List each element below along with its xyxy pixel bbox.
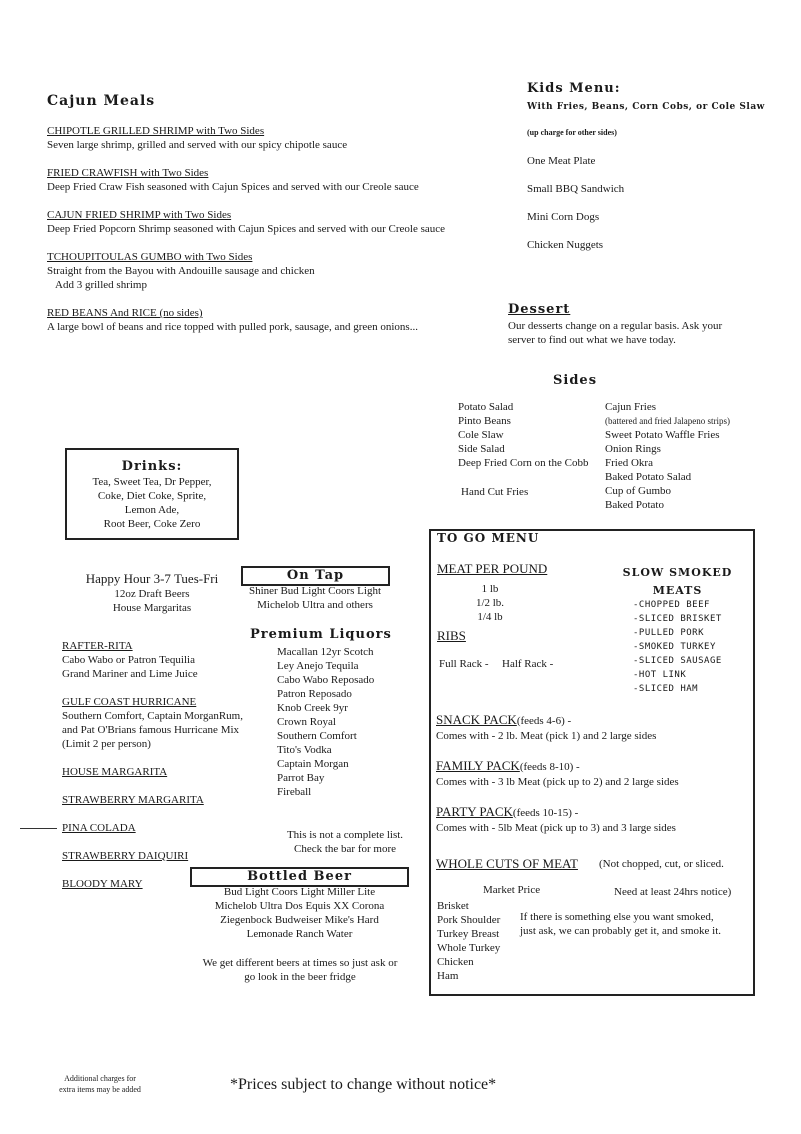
- cocktail-name: HOUSE MARGARITA: [62, 766, 168, 778]
- whole-cuts-heading: WHOLE CUTS OF MEAT: [436, 856, 578, 871]
- list-item: Fried Okra: [605, 457, 653, 469]
- cocktails-list: [62, 639, 262, 891]
- cajun-meals-list: [47, 124, 507, 334]
- pack-name: FAMILY PACK: [436, 758, 520, 773]
- custom-note-line: If there is something else you want smoked,: [520, 911, 714, 923]
- dessert-line: Our desserts change on a regular basis. Ask your: [508, 320, 723, 332]
- list-item: One Meat Plate: [527, 155, 596, 167]
- list-item: Cole Slaw: [458, 429, 504, 441]
- menu-item-desc: Deep Fried Popcorn Shrimp seasoned with Cajun Spices and served with our Creole sauce: [47, 223, 446, 235]
- list-item: Brisket: [437, 900, 469, 912]
- list-item: -SLICED SAUSAGE: [633, 656, 722, 666]
- pack-feeds: (feeds 4-6) -: [516, 715, 572, 727]
- list-item: Side Salad: [458, 443, 505, 455]
- list-item: -HOT LINK: [633, 670, 687, 680]
- pack-name: PARTY PACK: [436, 804, 513, 819]
- menu-item-desc: Deep Fried Craw Fish seasoned with Cajun Spices and served with our Creole sauce: [47, 181, 419, 193]
- custom-smoke-note: [520, 910, 721, 938]
- dessert-line: server to find out what we have today.: [508, 334, 676, 346]
- list-item: Fireball: [277, 786, 312, 798]
- pack-item: [436, 757, 746, 789]
- list-item: Pork Shoulder: [437, 914, 501, 926]
- ribs-heading: RIBS: [437, 628, 466, 643]
- list-item: Parrot Bay: [277, 772, 325, 784]
- premium-liquors-title: Premium Liquors: [250, 627, 392, 642]
- drinks-line: Tea, Sweet Tea, Dr Pepper,: [92, 476, 212, 488]
- market-price: Market Price: [483, 884, 541, 896]
- list-item: -PULLED PORK: [633, 628, 705, 638]
- notice-note: Need at least 24hrs notice): [614, 886, 732, 898]
- full-rack: Full Rack -: [439, 658, 489, 670]
- cocktail-item: [62, 639, 262, 681]
- dessert-title: Dessert: [508, 302, 571, 317]
- menu-item-name: TCHOUPITOULAS GUMBO with Two Sides: [47, 251, 253, 263]
- list-item: -SLICED BRISKET: [633, 614, 722, 624]
- drinks-box: [65, 448, 239, 540]
- list-item: Sweet Potato Waffle Fries: [605, 429, 720, 441]
- kids-menu-title: Kids Menu:: [527, 81, 621, 96]
- drinks-title: [67, 458, 237, 474]
- menu-item: [47, 208, 507, 236]
- half-rack: Half Rack -: [502, 658, 554, 670]
- weight-item: 1/4 lb: [477, 611, 503, 623]
- sides-right-list: [605, 400, 730, 512]
- whole-cuts-note: (Not chopped, cut, or sliced.: [599, 858, 724, 870]
- list-item: Baked Potato Salad: [605, 471, 692, 483]
- cocktail-desc: and Pat O'Brians famous Hurricane Mix: [62, 724, 240, 736]
- bottled-beer-title: Bottled Beer: [190, 867, 409, 887]
- pack-item: [436, 803, 746, 835]
- whole-cuts-list: [437, 899, 500, 983]
- list-item: Cup of Gumbo: [605, 485, 671, 497]
- list-item: Cajun Fries: [605, 401, 657, 413]
- menu-item: [47, 166, 507, 194]
- cocktail-item: [62, 695, 262, 751]
- weight-item: 1 lb: [481, 583, 499, 595]
- menu-item-name: FRIED CRAWFISH with Two Sides: [47, 167, 209, 179]
- bottled-beer-note-line: We get different beers at times so just ask or: [202, 957, 398, 969]
- cocktail-name: STRAWBERRY MARGARITA: [62, 794, 204, 806]
- happy-hour-line: House Margaritas: [112, 602, 192, 614]
- on-tap-title: On Tap: [241, 566, 390, 586]
- bottled-beer-line: Lemonade Ranch Water: [246, 928, 353, 940]
- menu-item: [47, 124, 507, 152]
- list-item: Captain Morgan: [277, 758, 349, 770]
- list-item: Chicken: [437, 956, 474, 968]
- on-tap-line: Michelob Ultra and others: [257, 599, 373, 611]
- list-item: -SMOKED TURKEY: [633, 642, 716, 652]
- cocktail-name: RAFTER-RITA: [62, 640, 133, 652]
- list-item: Cabo Wabo Reposado: [277, 674, 375, 686]
- menu-item-name: RED BEANS And RICE (no sides): [47, 307, 203, 319]
- list-item: Hand Cut Fries: [461, 486, 529, 498]
- menu-item-name: CAJUN FRIED SHRIMP with Two Sides: [47, 209, 232, 221]
- menu-item-name: CHIPOTLE GRILLED SHRIMP with Two Sides: [47, 125, 265, 137]
- cocktail-name: PINA COLADA: [62, 822, 136, 834]
- list-item: Crown Royal: [277, 716, 336, 728]
- charges-line: extra items may be added: [59, 1085, 141, 1094]
- cocktail-desc: Southern Comfort, Captain MorganRum,: [62, 710, 243, 722]
- liquors-note-line: Check the bar for more: [293, 843, 396, 855]
- list-item: Deep Fried Corn on the Cobb: [458, 457, 589, 469]
- charges-line: Additional charges for: [64, 1074, 136, 1083]
- liquors-note: [270, 828, 420, 856]
- meat-per-pound-heading: MEAT PER POUND: [437, 561, 548, 576]
- happy-hour-line: 12oz Draft Beers: [114, 588, 190, 600]
- list-item: Mini Corn Dogs: [527, 211, 600, 223]
- list-item: Whole Turkey: [437, 942, 501, 954]
- smoked-meats-list: [633, 598, 722, 696]
- weights-list: [460, 582, 520, 624]
- menu-item: [47, 306, 507, 334]
- to-go-title: TO GO MENU: [437, 531, 540, 545]
- on-tap-list: [230, 584, 400, 612]
- kids-menu-subtitle: With Fries, Beans, Corn Cobs, or Cole Slaw: [527, 102, 765, 112]
- kids-menu-note: (up charge for other sides): [527, 128, 617, 137]
- pack-feeds: (feeds 10-15) -: [512, 807, 579, 819]
- dessert-text: [508, 319, 722, 347]
- menu-item-extra: Add 3 grilled shrimp: [55, 279, 147, 291]
- list-item: Turkey Breast: [437, 928, 500, 940]
- drinks-title-text: Drinks: [121, 459, 177, 474]
- pack-item: [436, 711, 746, 743]
- custom-note-line: just ask, we can probably get it, and smoke it.: [520, 925, 722, 937]
- list-item: Chicken Nuggets: [527, 239, 604, 251]
- liquors-note-line: This is not a complete list.: [286, 829, 404, 841]
- sides-left-list: [458, 400, 588, 499]
- cocktail-name: STRAWBERRY DAIQUIRI: [62, 850, 189, 862]
- packs-list: [436, 711, 746, 835]
- drinks-title-colon: :: [176, 459, 183, 474]
- list-item: Ham: [437, 970, 459, 982]
- list-item-note: (battered and fried Jalapeno strips): [605, 416, 730, 426]
- menu-item-desc: Straight from the Bayou with Andouille sausage and chicken: [47, 265, 315, 277]
- pack-desc: Comes with - 3 lb Meat (pick up to 2) and 2 large sides: [436, 776, 679, 788]
- premium-liquors-list: [277, 645, 374, 799]
- list-item: -CHOPPED BEEF: [633, 600, 710, 610]
- kids-menu-list: [527, 154, 624, 266]
- list-item: Tito's Vodka: [277, 744, 332, 756]
- cocktail-name: BLOODY MARY: [62, 878, 143, 890]
- pack-name: SNACK PACK: [436, 712, 517, 727]
- list-item: Ley Anejo Tequila: [277, 660, 359, 672]
- sides-title: Sides: [553, 373, 598, 388]
- bottled-beer-line: Ziegenbock Budweiser Mike's Hard: [220, 914, 379, 926]
- bottled-beer-note-line: go look in the beer fridge: [244, 971, 356, 983]
- additional-charges-note: [40, 1073, 160, 1095]
- pack-desc: Comes with - 5lb Meat (pick up to 3) and 3 large sides: [436, 822, 676, 834]
- drinks-list: [67, 475, 237, 531]
- menu-item: [47, 250, 507, 292]
- weight-item: 1/2 lb.: [475, 597, 505, 609]
- list-item: Pinto Beans: [458, 415, 511, 427]
- cocktail-desc: (Limit 2 per person): [62, 738, 151, 750]
- menu-item-desc: Seven large shrimp, grilled and served with our spicy chipotle sauce: [47, 139, 348, 151]
- slow-smoked-heading: [610, 564, 745, 600]
- cajun-meals-title: Cajun Meals: [47, 93, 156, 109]
- list-item: Southern Comfort: [277, 730, 357, 742]
- bottled-beer-line: Bud Light Coors Light Miller Lite: [223, 886, 376, 898]
- pack-feeds: (feeds 8-10) -: [519, 761, 580, 773]
- list-item: Small BBQ Sandwich: [527, 183, 625, 195]
- menu-item-desc: A large bowl of beans and rice topped with pulled pork, sausage, and green onions...: [47, 321, 418, 333]
- pack-desc: Comes with - 2 lb. Meat (pick 1) and 2 large sides: [436, 730, 657, 742]
- list-item: Knob Creek 9yr: [277, 702, 348, 714]
- cocktail-desc: Grand Mariner and Lime Juice: [62, 668, 198, 680]
- list-item: Onion Rings: [605, 443, 661, 455]
- on-tap-line: Shiner Bud Light Coors Light: [249, 585, 381, 597]
- drinks-line: Lemon Ade,: [124, 504, 180, 516]
- drinks-line: Coke, Diet Coke, Sprite,: [97, 490, 207, 502]
- slow-smoked-line: SLOW SMOKED: [622, 566, 733, 579]
- bottled-beer-note: [185, 956, 415, 984]
- cocktail-desc: Cabo Wabo or Patron Tequilia: [62, 654, 195, 666]
- prices-disclaimer: *Prices subject to change without notice*: [230, 1076, 497, 1093]
- bottled-beer-list: [190, 885, 409, 941]
- meats-line: MEATS: [652, 584, 703, 597]
- bottled-beer-line: Michelob Ultra Dos Equis XX Corona: [214, 900, 385, 912]
- divider: [20, 828, 57, 829]
- list-item: -SLICED HAM: [633, 684, 699, 694]
- cocktail-name: GULF COAST HURRICANE: [62, 696, 197, 708]
- list-item: Macallan 12yr Scotch: [277, 646, 374, 658]
- happy-hour: [62, 571, 242, 615]
- list-item: Baked Potato: [605, 499, 664, 511]
- drinks-line: Root Beer, Coke Zero: [103, 518, 201, 530]
- list-item: Potato Salad: [458, 401, 514, 413]
- list-item: Patron Reposado: [277, 688, 352, 700]
- happy-hour-title: Happy Hour 3-7 Tues-Fri: [85, 571, 219, 586]
